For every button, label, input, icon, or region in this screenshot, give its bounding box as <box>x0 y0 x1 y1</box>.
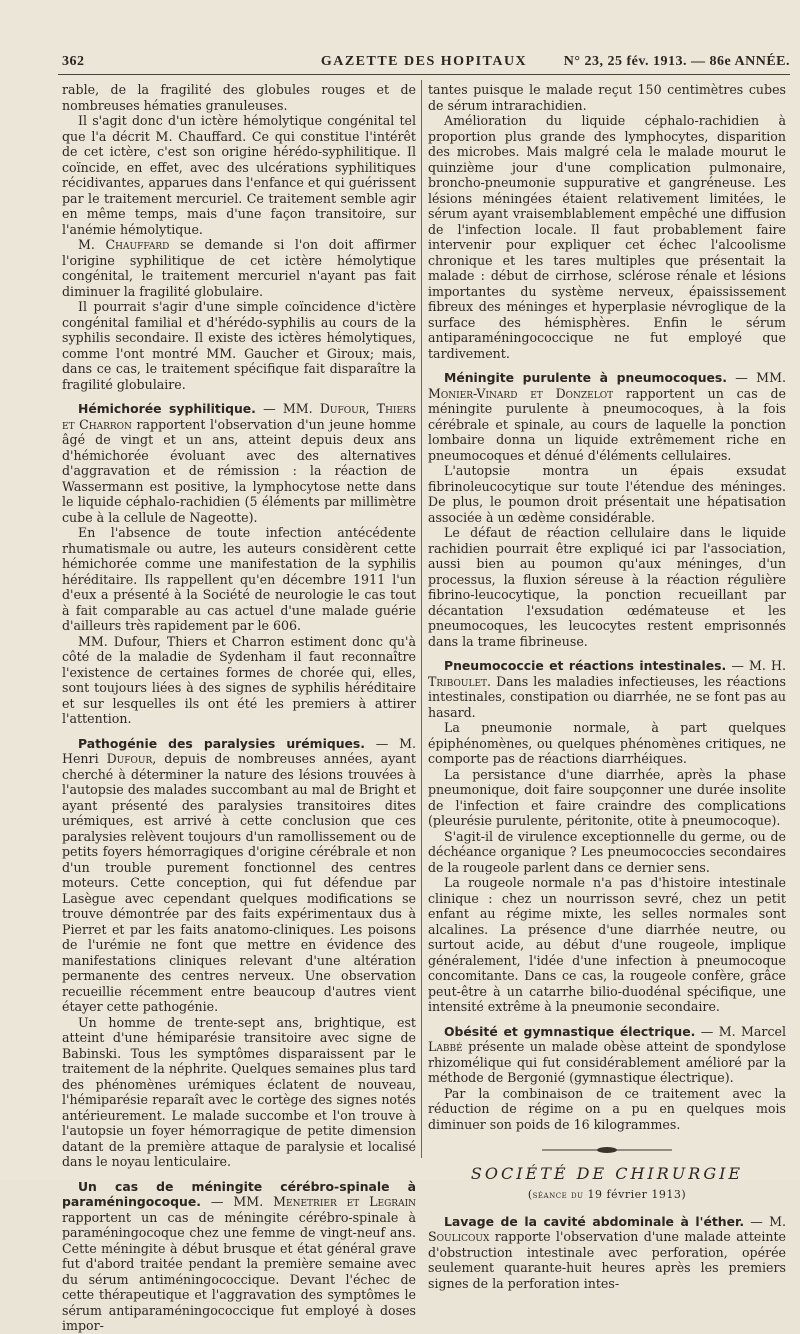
paragraph: Il s'agit donc d'un ictère hémolytique congénital tel que l'a décrit M. Chauffard. Ce qui constitue l'intérêt de cet ictère, c'est son origine hérédo-syphilitique. Il coïncide, en effet, avec des ulcérations syphilitiques récidivantes, apparues dans l'enfance et qui guérissent par le traitement mercuriel. Ce traitement semble agir en même temps, mais d'une façon transitoire, sur l'anémie hémolytique. <box>62 113 416 237</box>
author-name: Labbé <box>428 1039 463 1054</box>
society-heading: SOCIÉTÉ DE CHIRURGIE <box>470 1163 744 1183</box>
section-heading: Pneumococcie et réactions intestinales. <box>444 658 727 673</box>
issue-info: N° 23, 25 fév. 1913. — 86e ANNÉE. <box>563 54 790 69</box>
author-name: Soulicoux <box>428 1229 490 1244</box>
paragraph <box>62 401 416 525</box>
header-rule <box>58 74 790 75</box>
paragraph <box>62 736 416 1015</box>
paragraph-text: — M. Marcel <box>695 1023 786 1039</box>
author-name: Monier-Vinard et Donzelot <box>428 385 614 401</box>
paragraph: La pneumonie normale, à part quelques épiphénomènes, ou quelques phénomènes critiques, ne comporte pas de réactions diarrhéiques. <box>428 720 786 766</box>
paragraph: Amélioration du liquide céphalo-rachidien à proportion plus grande des lymphocytes, disparition des microbes. Mais malgré cela le malade mourut le quinzième jour d'une complication pulmonaire, broncho-pneumonie suppurative et gangréneuse. Les lésions méningées étaient relativement limitées, le sérum ayant vraisemblablement empêché une diffusion de l'infection locale. Il faut probablement faire intervenir pour expliquer cet échec l'alcoolisme chronique et les tares multiples que présentait la malade : début de cirrhose, sclérose rénale et lésions importantes du système nerveux, épaississement fibreux des méninges et hyperplasie névroglique de la surface des hémisphères. Enfin le sérum antiparaméningococcique ne fut employé que tardivement. <box>428 113 786 361</box>
paragraph-text: — M. Henri <box>62 735 416 766</box>
paragraph <box>428 370 786 463</box>
author-name: Dufour, Thiers et Charron <box>62 401 416 432</box>
section-heading: Obésité et gymnastique électrique. <box>444 1023 696 1039</box>
right-column <box>428 82 786 1291</box>
society-session: (séance du 19 février 1913) <box>527 1188 687 1201</box>
session-label: séance du <box>532 1189 584 1201</box>
paragraph-text: rapporte l'observation d'une malade atteinte d'obstruction intestinale avec perforation, opérée seulement quarante-huit heures après les premiers signes de la perforation intes- <box>428 1229 786 1291</box>
paragraph-text: rapportent un cas de méningite cérébro-spinale à paraméningocoque chez une femme de vingt-neuf ans. Cette méningite à début brusque et état général grave fut d'abord traitée pendant la première semaine avec du sérum antiméningococcique. Devant l'échec de cette thérapeutique et l'aggravation des symptômes le sérum antiparaméningococcique fut employé à doses impor- <box>62 1209 416 1333</box>
section-heading: Méningite purulente à pneumocoques. <box>444 370 728 385</box>
paragraph <box>428 1024 786 1086</box>
section-meningite-paramening <box>62 1179 416 1334</box>
author-name: M. Chauffard <box>78 237 170 252</box>
paragraph: Un homme de trente-sept ans, brightique, est atteint d'une hémiparésie transitoire avec signe de Babinski. Tous les symptômes disparaissent par le traitement de la néphrite. Quelques semaines plus tard des phénomènes urémiques éclatent de nouveau, l'hémiparésie reparaît avec le cortège des signes notés antérieurement. Le malade succombe et l'on trouve à l'autopsie un foyer hémorragique de petite dimension datant de la première attaque de paralysie et localisé dans le noyau lenticulaire. <box>62 1014 416 1169</box>
paragraph: rable, de la fragilité des globules rouges et de nombreuses hématies granuleuses. <box>62 82 416 113</box>
section-pneumococcie <box>428 658 786 1015</box>
paragraph: L'autopsie montra un épais exsudat fibrinoleucocytique sur toute l'étendue des méninges. De plus, le poumon droit présentait une hépatisation associée à un œdème considérable. <box>428 463 786 525</box>
journal-title: GAZETTE DES HOPITAUX <box>320 54 528 69</box>
section-heading: Pathogénie des paralysies urémiques. <box>78 735 366 751</box>
paragraph <box>62 1179 416 1334</box>
section-paralysies <box>62 736 416 1170</box>
paragraph-text: , depuis de nombreuses années, ayant cherché à déterminer la nature des lésions trouvées à l'autopsie des malades succombant au mal de Bright et ayant présenté des paralysies transitoires dites urémiques, est arrivé à cette conclusion que ces paralysies relèvent toujours d'un ramollissement ou de petits foyers hémorragiques d'origine cérébrale et non d'un trouble purement fonctionnel des centres moteurs. Cette conception, qui fut défendue par Lasègue avec cependant quelques modifications se trouve démontrée par des faits expérimentaux dus à Pierret et par les faits anatomo-cliniques. Les poisons de l'urémie ne font que mettre en évidence des manifestations cliniques relevant d'une altération permanente des centres nerveux. Une observation recueillie récemment entre beaucoup d'autres vient étayer cette pathogénie. <box>62 751 416 1014</box>
paragraph-text: se demande si l'on doit affirmer l'origine syphilitique de cet ictère hémolytique congénital, le traitement mercuriel n'ayant pas fait diminuer la fragilité globulaire. <box>62 237 416 299</box>
section-meningite-pneumo <box>428 370 786 649</box>
section-heading: Lavage de la cavité abdominale à l'éther. <box>444 1213 745 1229</box>
paragraph-text: — MM. <box>727 370 786 385</box>
section-obesite <box>428 1024 786 1133</box>
ornament-rule <box>542 1146 672 1154</box>
session-date: 19 février 1913) <box>583 1188 687 1201</box>
paragraph-text: — MM. <box>200 1194 274 1209</box>
paragraph: Par la combinaison de ce traitement avec la réduction de régime on a pu en quelques mois diminuer son poids de 16 kilogrammes. <box>428 1085 786 1132</box>
author-name: Dufour <box>106 751 153 766</box>
running-header <box>58 52 790 74</box>
paragraph <box>62 237 416 299</box>
paragraph <box>428 1214 786 1292</box>
paragraph-text: — MM. <box>255 401 320 416</box>
paragraph-text: présente un malade obèse atteint de spondylose rhizomélique qui fut considérablement amélioré par la méthode de Bergonié (gymnastique électrique). <box>428 1039 786 1085</box>
paragraph: Il pourrait s'agir d'une simple coïncidence d'ictère congénital familial et d'hérédo-syphilis au cours de la syphilis secondaire. Il existe des ictères hémolytiques, comme l'ont montré MM. Gaucher et Giroux; mais, dans ce cas, le traitement spécifique fait disparaître la fragilité globulaire. <box>62 299 416 392</box>
separator-ornament <box>428 1142 786 1158</box>
paragraph <box>428 658 786 720</box>
section-hemichoree <box>62 401 416 727</box>
paragraph: tantes puisque le malade reçut 150 centimètres cubes de sérum intrarachidien. <box>428 82 786 113</box>
paragraph: Le défaut de réaction cellulaire dans le liquide rachidien pourrait être expliqué ici par l'association, aussi bien au poumon qu'aux méninges, d'un processus, la fluxion séreuse à la réaction régulière fibrino-leucocytique, la ponction recueillant par décantation l'exsudation œdémateuse et les pneumocoques, les leucocytes restent emprisonnés dans la trame fibrineuse. <box>428 525 786 649</box>
paragraph: S'agit-il de virulence exceptionnelle du germe, ou de déchéance organique ? Les pneumococcies secondaires de la rougeole parlent dans ce dernier sens. <box>428 828 786 875</box>
section-heading: Hémichorée syphilitique. <box>78 401 256 416</box>
paragraph-text: — M. H. <box>726 658 786 673</box>
author-name: Menetrier et Legrain <box>273 1194 416 1209</box>
paragraph: La rougeole normale n'a pas d'histoire intestinale clinique : chez un nourrisson sevré, chez un petit enfant au régime mixte, les selles normales sont alcalines. La présence d'une diarrhée neutre, ou surtout acide, au début d'une rougeole, implique généralement, l'idée d'une infection à pneumocoque concomitante. Dans ce cas, la rougeole confère, grâce peut-être à un catarrhe bilio-duodénal spécifique, une intensité extrême à la pneumonie secondaire. <box>428 875 786 1014</box>
column-divider <box>421 80 422 1158</box>
paragraph: La persistance d'une diarrhée, après la phase pneumonique, doit faire soupçonner une durée insolite de l'infection et faire craindre des complications (pleurésie purulente, péritonite, otite à pneumocoque). <box>428 766 786 828</box>
author-name: Triboulet <box>428 673 488 689</box>
paragraph-text: . Dans les maladies infectieuses, les réactions intestinales, constipation ou diarrhée, ne se font pas au hasard. <box>428 673 786 720</box>
paragraph-text: rapportent l'observation d'un jeune homme âgé de vingt et un ans, atteint depuis deux ans d'hémichorée évoluant avec des alternatives d'aggravation et de rémission : la réaction de Wassermann est positive, la lymphocytose nette dans le liquide céphalo-rachidien (5 éléments par millimètre cube à la cellule de Nageotte). <box>62 416 416 525</box>
page-number: 362 <box>62 54 85 69</box>
left-column <box>62 82 416 1334</box>
paragraph-text: — M. <box>744 1213 786 1229</box>
paragraph: En l'absence de toute infection antécédente rhumatismale ou autre, les auteurs considèrent cette hémichorée comme une manifestation de la syphilis héréditaire. Ils rappellent qu'en décembre 1911 l'un d'eux a présenté à la Société de neurologie le cas tout à fait comparable au cas actuel d'une malade guérie d'ailleurs très rapidement par le 606. <box>62 525 416 633</box>
section-lavage <box>428 1214 786 1292</box>
paragraph-text: rapportent un cas de méningite purulente à pneumocoques, à la fois cérébrale et spinale, au cours de laquelle la ponction lombaire donna un liquide extrêmement riche en pneumocoques et dénué d'éléments cellulaires. <box>428 385 786 463</box>
paragraph: MM. Dufour, Thiers et Charron estiment donc qu'à côté de la maladie de Sydenham il faut reconnaître l'existence de certaines formes de chorée qui, elles, sont toujours liées à des signes de syphilis héréditaire et sur lesquelles ils ont été les premiers à attirer l'attention. <box>62 633 416 726</box>
section-heading: Un cas de méningite cérébro-spinale à paraméningocoque. <box>62 1178 416 1209</box>
